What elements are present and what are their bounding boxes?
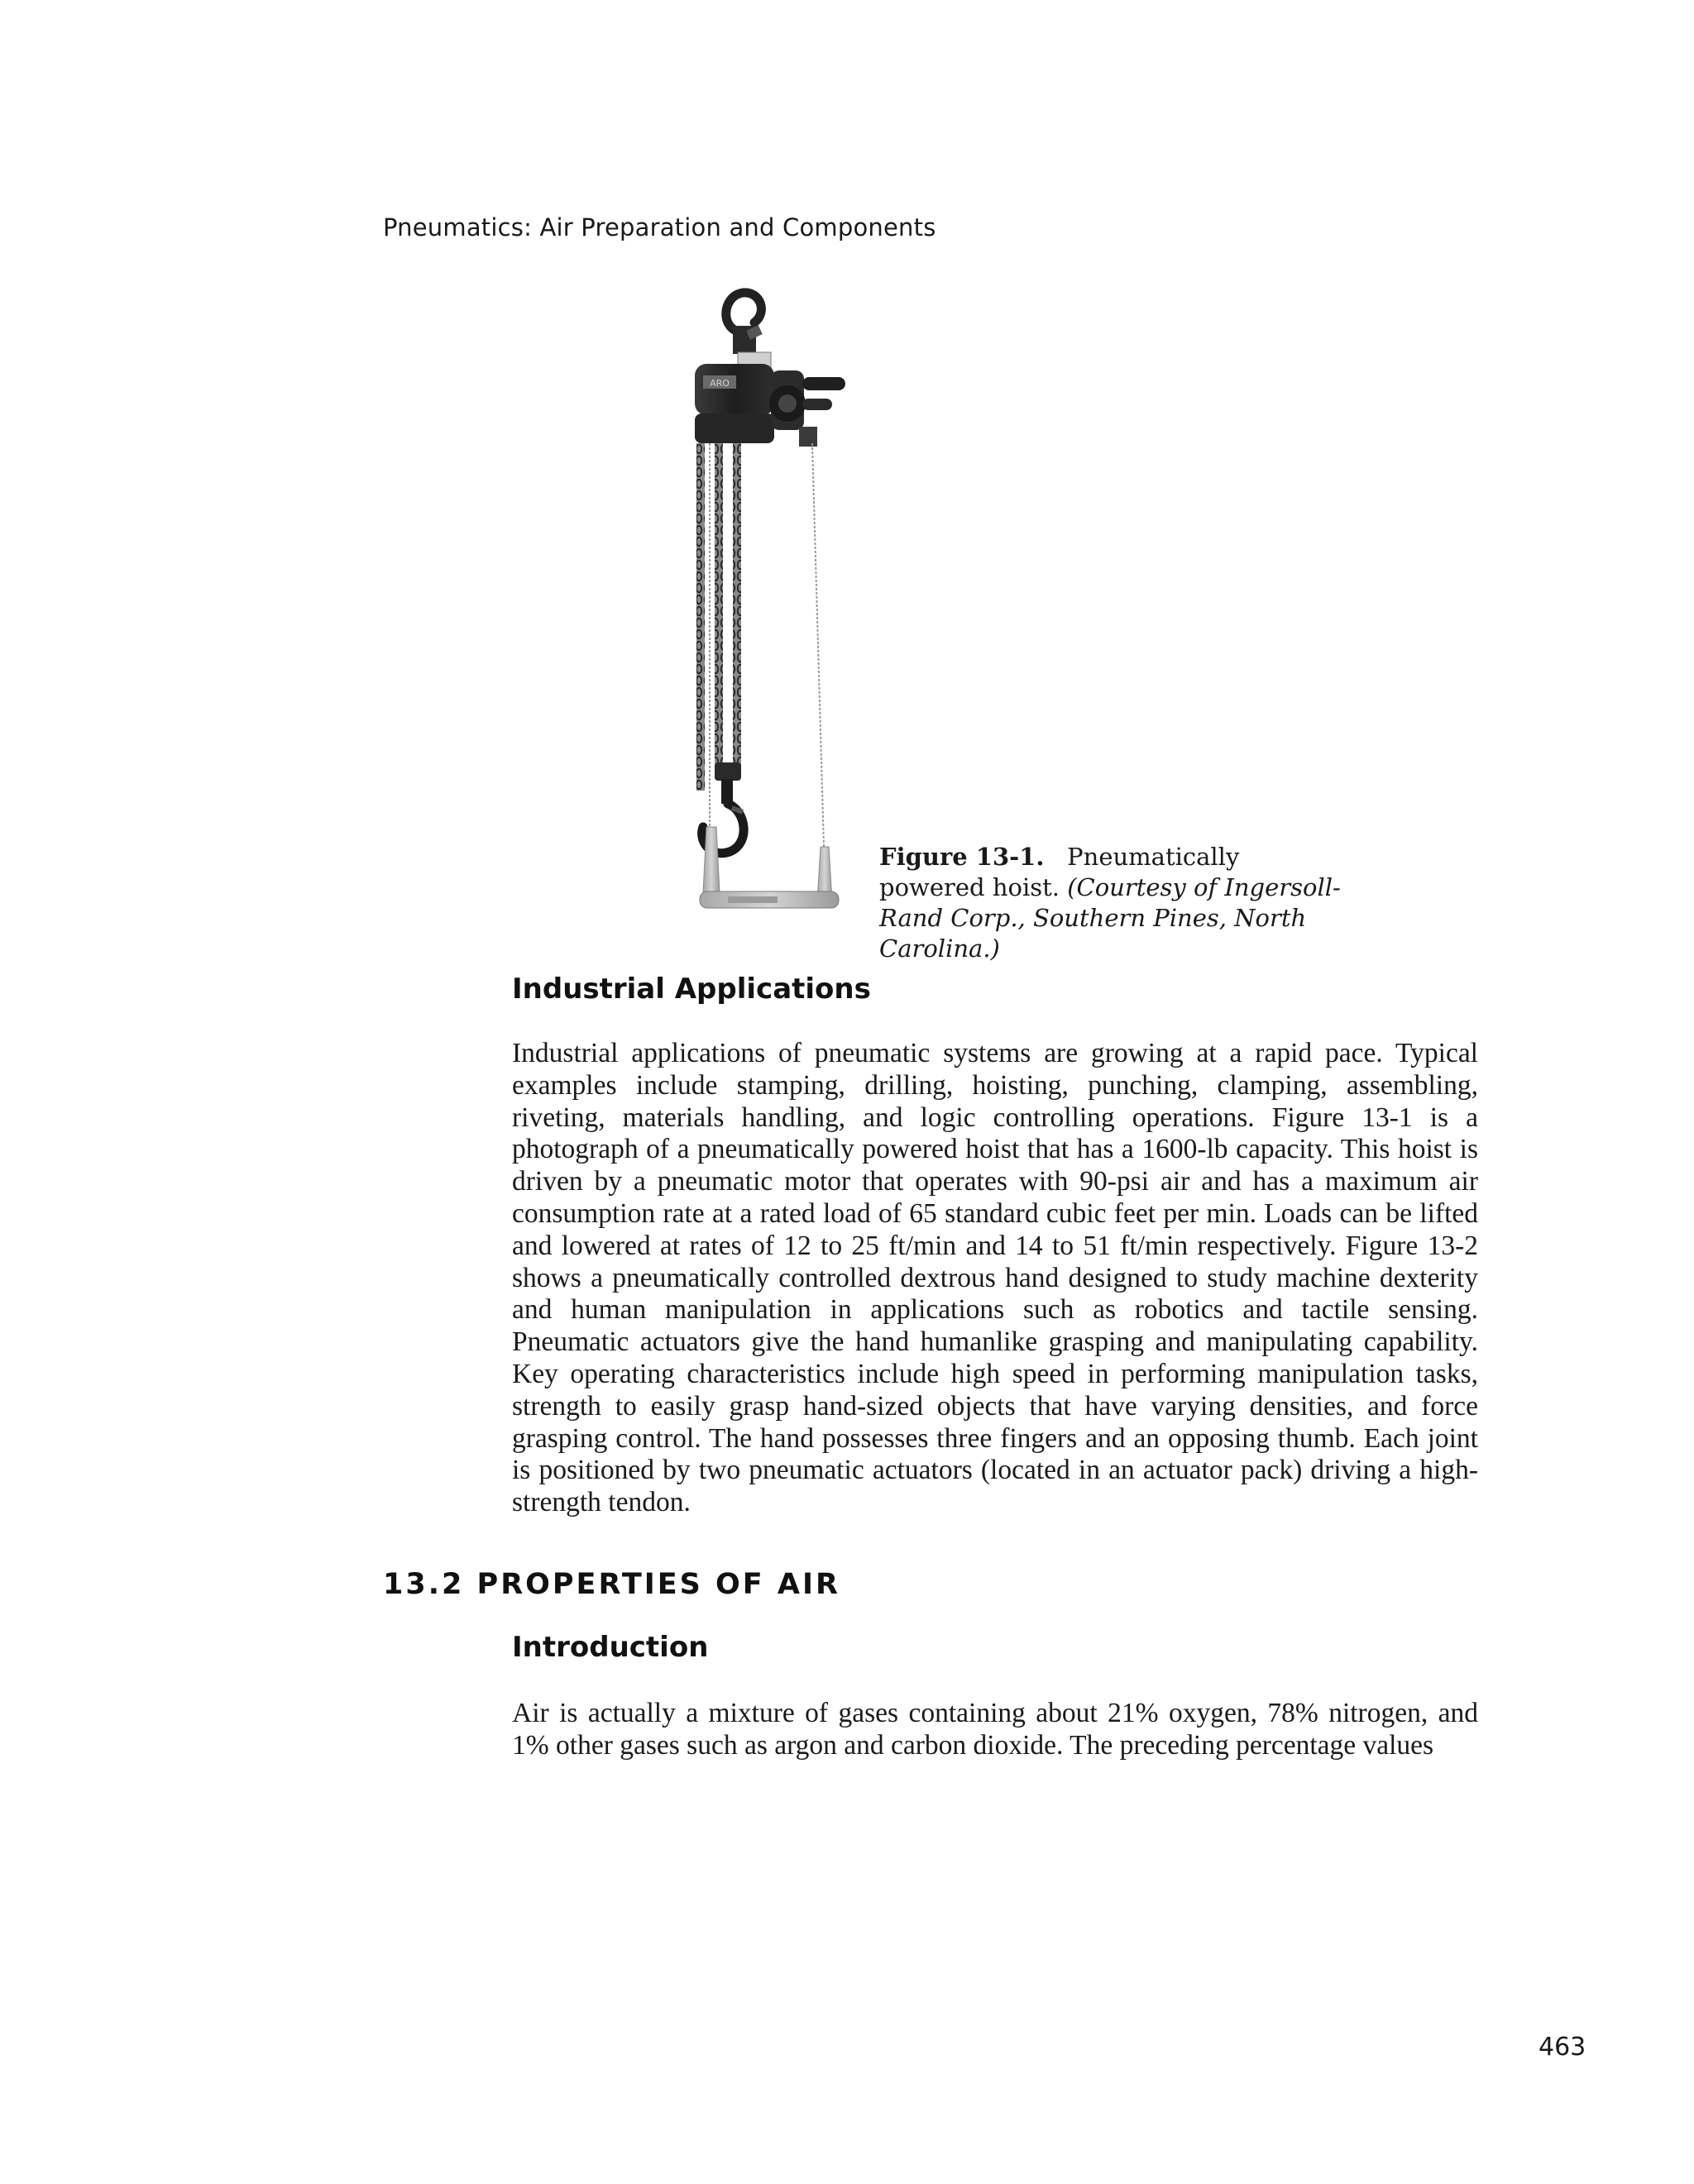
introduction-heading: Introduction (512, 1631, 709, 1664)
hoist-photo (678, 281, 877, 943)
introduction-paragraph: Air is actually a mixture of gases containing about 21% oxygen, 78% nitrogen, and 1% other gases such as argon and carbon dioxide. The preceding percentage values (512, 1698, 1478, 1761)
industrial-applications-paragraph: Industrial applications of pneumatic systems are growing at a rapid pace. Typical examples include stamping, drilling, hoisting, punching, clamping, assembling, riveting, materials handling, and logic controlling operations. Figure 13-1 is a photograph of a pneumatically powered hoist that has a 1600-lb capacity. This hoist is driven by a pneumatic motor that operates with 90-psi air and has a maximum air consumption rate at a rated load of 65 standard cubic feet per min. Loads can be lifted and lowered at rates of 12 to 25 ft/min and 14 to 51 ft/min respectively. Figure 13-2 shows a pneumatically controlled dextrous hand designed to study machine dexterity and human manipulation in applications such as robotics and tactile sensing. Pneumatic actuators give the hand humanlike grasping and manipulating capability. Key operating characteristics include high speed in performing manipulation tasks, strength to easily grasp hand-sized objects that have varying densities, and force grasping control. The hand possesses three fingers and an opposing thumb. Each joint is positioned by two pneumatic actuators (located in an actuator pack) driving a high-strength tendon. (512, 1038, 1478, 1518)
figure-label: Figure 13-1. (879, 843, 1045, 871)
brand-badge: ARO (710, 378, 730, 389)
section-heading: 13.2 PROPERTIES OF AIR (383, 1568, 840, 1601)
running-head: Pneumatics: Air Preparation and Components (383, 213, 936, 241)
figure-credit: (Courtesy of Ingersoll-Rand Corp., Southern Pines, North Carolina.) (879, 873, 1341, 963)
page-number: 463 (1538, 2033, 1586, 2062)
figure-caption-text: Pneumatically powered hoist. (879, 843, 1240, 901)
industrial-applications-heading: Industrial Applications (512, 973, 871, 1006)
figure-caption (879, 842, 1342, 964)
